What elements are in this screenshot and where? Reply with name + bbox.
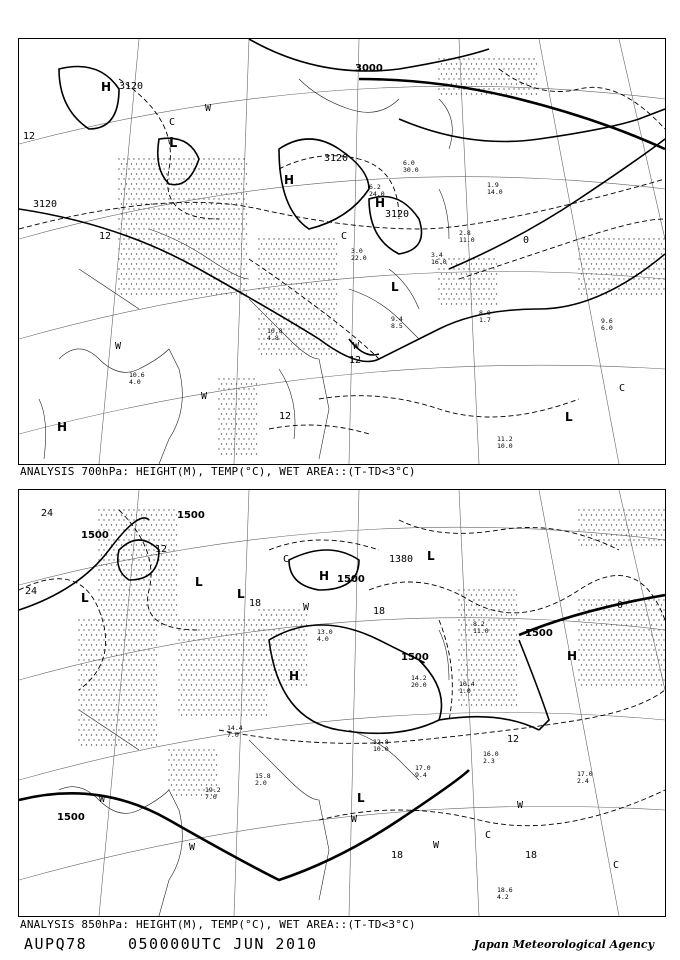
- height-label: 3120: [33, 199, 58, 210]
- center-mark: H: [319, 569, 330, 583]
- center-mark: W: [517, 800, 524, 811]
- station-temp: 6.2: [369, 183, 381, 191]
- isotherms: [19, 510, 665, 826]
- station-temp: 3.0: [351, 247, 363, 255]
- station-temp: 17.0: [415, 764, 431, 772]
- station-dewpoint-dep: 10.0: [497, 442, 513, 450]
- station-dewpoint-dep: 16.0: [431, 258, 447, 266]
- station-temp: 9.6: [601, 317, 613, 325]
- station-dewpoint-dep: 30.0: [403, 166, 419, 174]
- center-mark: W: [433, 840, 440, 851]
- station-dewpoint-dep: 1.0: [459, 687, 471, 695]
- center-mark: L: [195, 575, 203, 589]
- station-temp: 1.9: [487, 181, 499, 189]
- coastlines: [59, 630, 449, 916]
- station-temp: 11.2: [497, 435, 513, 443]
- temp-label: 0: [523, 235, 530, 246]
- center-mark: L: [565, 410, 573, 424]
- center-mark: L: [237, 587, 245, 601]
- temp-label: 24: [25, 586, 38, 597]
- station-dewpoint-dep: 6.0: [601, 324, 613, 332]
- valid-time: 050000UTC JUN 2010: [128, 935, 318, 953]
- temp-label: 12: [23, 131, 36, 142]
- station-temp: 13.0: [317, 628, 333, 636]
- station-temp: 14.2: [411, 674, 427, 682]
- center-mark: W: [351, 814, 358, 825]
- center-mark: W: [353, 341, 360, 352]
- station-dewpoint-dep: 4.8: [267, 334, 279, 342]
- station-dewpoint-dep: 4.2: [497, 893, 509, 901]
- center-mark: W: [303, 602, 310, 613]
- station-temp: 8.2: [473, 620, 485, 628]
- station-temp: 10.8: [267, 327, 283, 335]
- station-temp: 8.0: [479, 309, 491, 317]
- center-mark: H: [284, 173, 295, 187]
- isotherms: [19, 69, 665, 434]
- contour-3000: [359, 79, 665, 149]
- height-label: 3120: [385, 209, 410, 220]
- station-temp: 16.0: [483, 750, 499, 758]
- station-dewpoint-dep: 8.5: [391, 322, 403, 330]
- station-temp: 15.8: [255, 772, 271, 780]
- temp-label: 24: [41, 508, 54, 519]
- station-temp: 17.0: [577, 770, 593, 778]
- center-mark: W: [201, 391, 208, 402]
- center-mark: C: [619, 383, 626, 394]
- center-mark: H: [101, 80, 112, 94]
- station-dewpoint-dep: 22.0: [351, 254, 367, 262]
- station-dewpoint-dep: 7.0: [227, 731, 239, 739]
- center-mark: W: [115, 341, 122, 352]
- station-dewpoint-dep: 4.0: [129, 378, 141, 386]
- height-label: 1500: [525, 628, 553, 639]
- station-temp: 2.8: [459, 229, 471, 237]
- station-temp: 6.0: [403, 159, 415, 167]
- station-dewpoint-dep: 10.0: [373, 745, 389, 753]
- center-mark: H: [375, 196, 386, 210]
- caption-700hpa: ANALYSIS 700hPa: HEIGHT(M), TEMP(°C), WET AREA::(T-TD<3°C): [20, 465, 416, 478]
- center-mark: C: [283, 554, 290, 565]
- height-label: 3120: [119, 81, 144, 92]
- station-temp: 19.2: [205, 786, 221, 794]
- center-mark: L: [81, 591, 89, 605]
- height-label: 1380: [389, 554, 414, 565]
- map-700hpa: [19, 39, 665, 464]
- center-mark: L: [169, 136, 178, 151]
- temp-label: 12: [99, 231, 112, 242]
- station-dewpoint-dep: 11.0: [459, 236, 475, 244]
- center-mark: L: [357, 791, 365, 805]
- center-mark: C: [485, 830, 492, 841]
- temp-label: 12: [349, 355, 362, 366]
- agency-name: Japan Meteorological Agency: [473, 938, 654, 951]
- station-dewpoint-dep: 11.0: [473, 627, 489, 635]
- temp-label: 18: [391, 850, 404, 861]
- center-mark: L: [391, 280, 399, 294]
- height-label: 1500: [57, 812, 85, 823]
- station-temp: 10.6: [129, 371, 145, 379]
- center-mark: L: [427, 549, 435, 563]
- temp-label: 18: [249, 598, 262, 609]
- station-temp: 14.4: [227, 724, 243, 732]
- height-label: 1500: [177, 510, 205, 521]
- station-dewpoint-dep: 20.0: [411, 681, 427, 689]
- temp-label: 12: [155, 544, 168, 555]
- center-mark: C: [613, 860, 620, 871]
- station-temp: 12.8: [373, 738, 389, 746]
- station-dewpoint-dep: 14.0: [487, 188, 503, 196]
- station-dewpoint-dep: 2.3: [483, 757, 495, 765]
- caption-850hpa: ANALYSIS 850hPa: HEIGHT(M), TEMP(°C), WET AREA::(T-TD<3°C): [20, 918, 416, 931]
- chart-panel-700hpa: [18, 38, 666, 465]
- station-dewpoint-dep: 7.0: [205, 793, 217, 801]
- temp-label: 12: [279, 411, 292, 422]
- height-label: 1500: [401, 652, 429, 663]
- height-label: 1500: [337, 574, 365, 585]
- center-mark: H: [57, 420, 68, 434]
- station-dewpoint-dep: 9.4: [415, 771, 427, 779]
- temp-label: 18: [525, 850, 538, 861]
- height-contours: [19, 39, 665, 362]
- station-temp: 3.4: [431, 251, 443, 259]
- temp-label: 0: [617, 600, 624, 611]
- center-mark: W: [99, 794, 106, 805]
- chart-panel-850hpa: [18, 489, 666, 917]
- station-temp: 18.6: [497, 886, 513, 894]
- temp-label: 12: [507, 734, 520, 745]
- height-label: 3120: [324, 153, 349, 164]
- center-mark: C: [341, 231, 348, 242]
- contour-1500-south: [19, 770, 469, 880]
- graticule: [19, 39, 665, 464]
- map-850hpa: [19, 490, 665, 916]
- center-mark: W: [189, 842, 196, 853]
- chart-id: AUPQ78: [24, 935, 88, 953]
- station-dewpoint-dep: 24.0: [369, 190, 385, 198]
- station-dewpoint-dep: 1.7: [479, 316, 491, 324]
- center-mark: W: [205, 103, 212, 114]
- station-temp: 10.4: [459, 680, 475, 688]
- height-label: 3000: [355, 63, 383, 74]
- center-mark: H: [567, 649, 578, 663]
- center-mark: H: [289, 669, 300, 683]
- station-dewpoint-dep: 2.0: [255, 779, 267, 787]
- temp-label: 18: [373, 606, 386, 617]
- station-dewpoint-dep: 2.4: [577, 777, 589, 785]
- height-label: 1500: [81, 530, 109, 541]
- station-temp: 9.4: [391, 315, 403, 323]
- center-mark: C: [169, 117, 176, 128]
- station-dewpoint-dep: 4.0: [317, 635, 329, 643]
